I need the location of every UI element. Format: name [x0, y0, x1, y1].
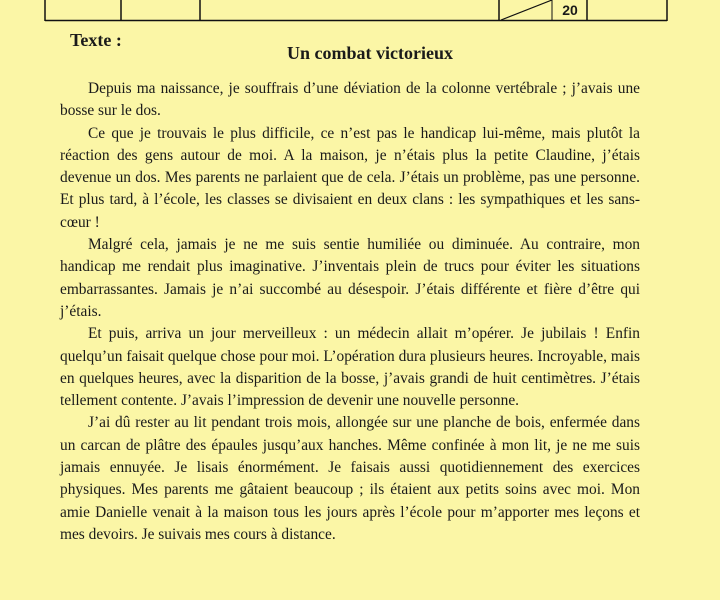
table-grid — [0, 0, 720, 22]
text-title: Un combat victorieux — [287, 43, 453, 63]
paragraph: Depuis ma naissance, je souffrais d’une déviation de la colonne vertébrale ; j’avais une bosse sur le dos. — [60, 80, 640, 120]
paragraph: Malgré cela, jamais je ne me suis sentie humiliée ou diminuée. Au contraire, mon handicap me rendait plus imaginative. J’inventais plein de trucs pour éviter les situations embarrassantes. Jamais je n’ai succombé au désespoir. J’étais différente et fière d’être qui j’étais. — [60, 236, 640, 320]
total-score: 20 — [562, 2, 578, 18]
paragraph: Et puis, arriva un jour merveilleux : un médecin allait m’opérer. Je jubilais ! Enfin quelqu’un faisait quelque chose pour moi. L’opération dura plusieurs heures. Incroyable, mais en quelques heures, avec la disparition de la bosse, j’avais grandi de huit centimètres. J’étais tellement contente. J’avais l’impression de devenir une nouvelle personne. — [60, 325, 640, 410]
paragraph: Ce que je trouvais le plus difficile, ce n’est pas le handicap lui-même, mais plutôt la réaction des gens autour de moi. A la maison, je n’étais plus la petite Claudine, j’étais devenue un dos. Mes parents ne parlaient que de cela. J’étais un problème, pas une personne. Et plus tard, à l’école, les classes se divisaient en deux clans : les sympathiques et les sans-cœur ! — [60, 124, 640, 231]
score-table — [0, 0, 720, 22]
text-body — [60, 78, 640, 546]
paragraph: J’ai dû rester au lit pendant trois mois, allongée sur une planche de bois, enfermée dans un carcan de plâtre des épaules jusqu’aux hanches. Même confinée à mon lit, je ne me suis jamais ennuyée. Je lisais énormément. Je faisais aussi quotidiennement des exercices physiques. Mes parents me gâtaient beaucoup ; ils étaient aux petits soins avec moi. Mon amie Danielle venait à la maison tous les jours après l’école pour m’apporter mes leçons et mes devoirs. Je suivais mes cours à distance. — [60, 414, 640, 543]
section-label: Texte : — [70, 30, 122, 50]
